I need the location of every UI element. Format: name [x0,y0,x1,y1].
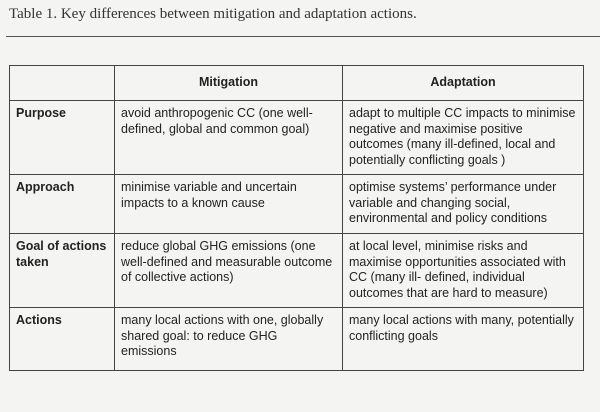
row-label-purpose: Purpose [10,101,115,175]
table-row-goal [10,234,584,308]
cell-adaptation-purpose: adapt to multiple CC impacts to minimise negative and maximise positive outcomes (many ill-defined, local and potentially conflicting goals ) [343,101,584,175]
differences-table [9,65,584,371]
table-row-purpose [10,101,584,175]
cell-mitigation-goal: reduce global GHG emissions (one well-defined and measurable outcome of collective actions) [115,234,343,308]
table-row-approach [10,175,584,234]
table-row-actions [10,308,584,371]
header-cell-mitigation: Mitigation [115,66,343,101]
header-cell-adaptation: Adaptation [343,66,584,101]
cell-mitigation-purpose: avoid anthropogenic CC (one well-defined, global and common goal) [115,101,343,175]
caption-divider [6,36,600,37]
cell-adaptation-goal: at local level, minimise risks and maximise opportunities associated with CC (many ill- defined, individual outcomes that are hard to measure) [343,234,584,308]
cell-mitigation-actions: many local actions with one, globally shared goal: to reduce GHG emissions [115,308,343,371]
row-label-goal: Goal of actions taken [10,234,115,308]
cell-adaptation-actions: many local actions with many, potentially conflicting goals [343,308,584,371]
header-row [10,66,584,101]
header-cell-blank [10,66,115,101]
row-label-actions: Actions [10,308,115,371]
cell-adaptation-approach: optimise systems’ performance under variable and changing social, environmental and policy conditions [343,175,584,234]
cell-mitigation-approach: minimise variable and uncertain impacts to a known cause [115,175,343,234]
table-caption: Table 1. Key differences between mitigation and adaptation actions. [9,6,417,22]
row-label-approach: Approach [10,175,115,234]
